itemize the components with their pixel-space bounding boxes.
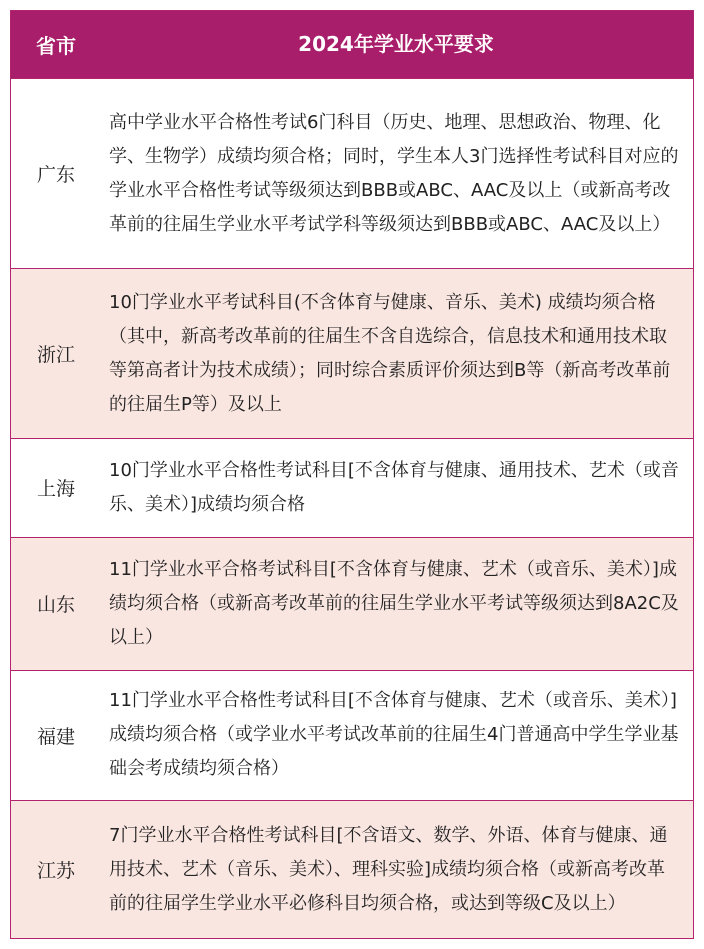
header-province: 省市 [36,33,76,58]
header-requirement: 2024年学业水平要求 [298,32,494,57]
province-cell: 江苏 [36,860,75,883]
requirements-table [10,10,694,939]
requirement-text: 10门学业水平合格性考试科目[不含体育与健康、通用技术、艺术（或音乐、美术）]成绩均须合格 [109,459,679,515]
table-header [11,11,693,78]
table-row [11,670,693,801]
requirement-text: 11门学业水平合格考试科目[不含体育与健康、艺术（或音乐、美术）]成绩均须合格（或新高考改革前的往届生学业水平考试等级须达到8A2C及以上） [109,558,679,648]
requirement-text: 高中学业水平合格性考试6门科目（历史、地理、思想政治、物理、化学、生物学）成绩均须合格；同时，学生本人3门选择性考试科目对应的学业水平合格性考试等级须达到BBB或ABC、AAC及以上（或新高考改革前的往届生学业水平考试学科等级须达到BBB或ABC、AAC及以上） [109,111,679,235]
table-row [11,537,693,670]
requirement-cell [101,671,693,801]
requirement-text: 11门学业水平合格性考试科目[不含体育与健康、艺术（或音乐、美术）]成绩均须合格（或学业水平考试改革前的往届生4门普通高中学生学业基础会考成绩均须合格） [109,690,679,780]
requirement-cell [101,538,693,670]
province-cell: 广东 [36,164,75,187]
requirement-cell [101,439,693,537]
province-cell: 上海 [36,478,75,501]
province-cell: 福建 [36,725,75,748]
requirement-text: 7门学业水平合格性考试科目[不含语文、数学、外语、体育与健康、通用技术、艺术（音乐、美术）、理科实验]成绩均须合格（或新高考改革前的往届学生学业水平必修科目均须合格，或达到等级C及以上） [109,824,668,914]
province-cell: 浙江 [36,344,75,367]
requirement-cell [101,269,693,438]
province-cell: 山东 [36,594,75,617]
requirement-cell [101,801,693,938]
requirement-text: 10门学业水平考试科目(不含体育与健康、音乐、美术) 成绩均须合格（其中，新高考改革前的往届生不含自选综合，信息技术和通用技术取等第高者计为技术成绩）；同时综合素质评价须达到B等（新高考改革前的往届生P等）及以上 [109,291,671,415]
table-row [11,438,693,537]
requirement-cell [101,79,693,269]
table-row [11,268,693,438]
table-row [11,800,693,938]
table-row [11,78,693,269]
